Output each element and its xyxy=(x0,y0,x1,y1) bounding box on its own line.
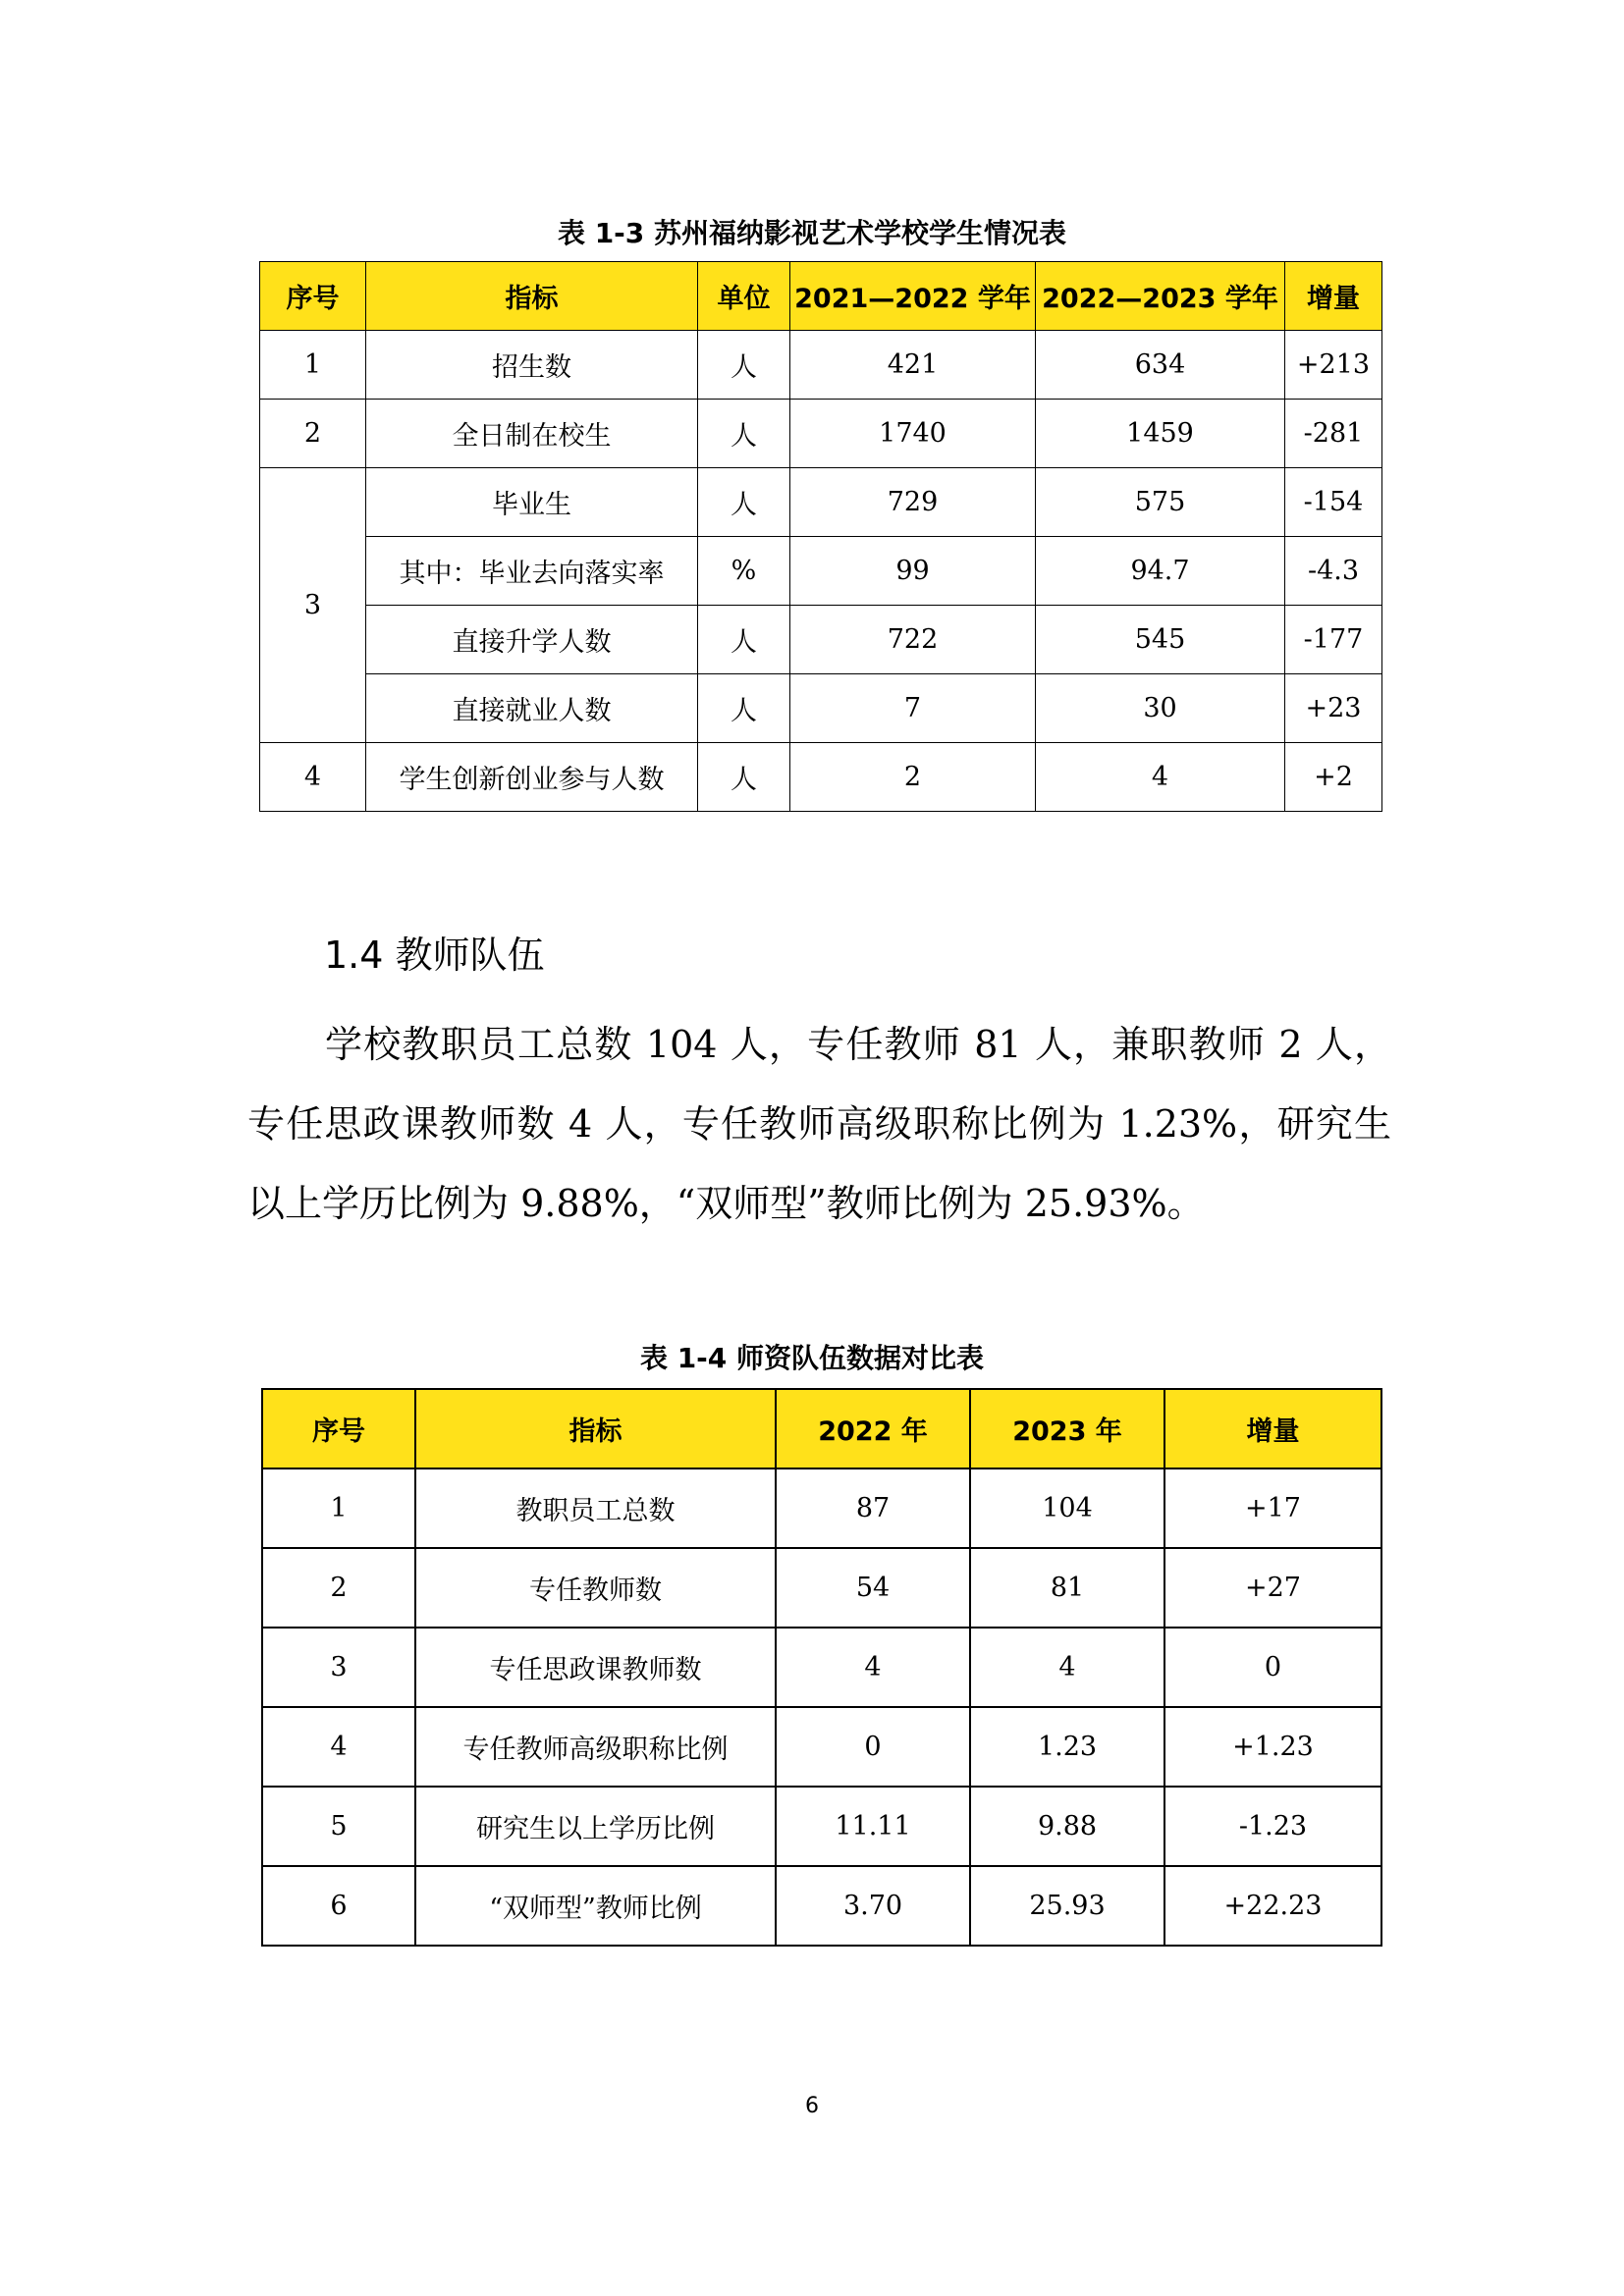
cell-indicator: “双师型”教师比例 xyxy=(415,1866,776,1946)
cell-unit: 人 xyxy=(698,606,790,674)
cell-indicator: 全日制在校生 xyxy=(366,400,698,468)
student-status-table xyxy=(259,261,1382,812)
cell-delta: +2 xyxy=(1285,743,1382,812)
cell-indicator: 学生创新创业参与人数 xyxy=(366,743,698,812)
table-row xyxy=(260,468,1382,537)
cell-no: 1 xyxy=(262,1468,415,1548)
column-header: 指标 xyxy=(415,1389,776,1468)
table-row xyxy=(260,400,1382,468)
cell-indicator: 专任思政课教师数 xyxy=(415,1628,776,1707)
cell-delta: +1.23 xyxy=(1164,1707,1381,1787)
table-row xyxy=(262,1628,1381,1707)
table-row xyxy=(262,1787,1381,1866)
cell-delta: +17 xyxy=(1164,1468,1381,1548)
table-header-row xyxy=(260,262,1382,331)
cell-delta: -4.3 xyxy=(1285,537,1382,606)
column-header: 2021—2022 学年 xyxy=(790,262,1036,331)
cell-year2: 1.23 xyxy=(970,1707,1164,1787)
column-header: 2022 年 xyxy=(776,1389,970,1468)
cell-year1: 3.70 xyxy=(776,1866,970,1946)
column-header: 2023 年 xyxy=(970,1389,1164,1468)
cell-indicator: 专任教师高级职称比例 xyxy=(415,1707,776,1787)
cell-year2: 4 xyxy=(970,1628,1164,1707)
table-row xyxy=(262,1468,1381,1548)
cell-unit: 人 xyxy=(698,400,790,468)
cell-year2: 575 xyxy=(1036,468,1285,537)
cell-indicator: 教职员工总数 xyxy=(415,1468,776,1548)
cell-no: 1 xyxy=(260,331,366,400)
column-header: 序号 xyxy=(262,1389,415,1468)
cell-indicator: 专任教师数 xyxy=(415,1548,776,1628)
table-row xyxy=(262,1707,1381,1787)
cell-no: 6 xyxy=(262,1866,415,1946)
cell-delta: -1.23 xyxy=(1164,1787,1381,1866)
cell-no: 3 xyxy=(262,1628,415,1707)
cell-no: 3 xyxy=(260,468,366,743)
cell-year1: 729 xyxy=(790,468,1036,537)
cell-year1: 87 xyxy=(776,1468,970,1548)
cell-no: 4 xyxy=(262,1707,415,1787)
cell-indicator: 招生数 xyxy=(366,331,698,400)
cell-year2: 104 xyxy=(970,1468,1164,1548)
section-heading: 1.4 教师队伍 xyxy=(324,934,545,977)
table-1-3-caption: 表 1-3 苏州福纳影视艺术学校学生情况表 xyxy=(557,217,1067,249)
cell-year2: 634 xyxy=(1036,331,1285,400)
cell-no: 2 xyxy=(260,400,366,468)
cell-no: 4 xyxy=(260,743,366,812)
cell-unit: 人 xyxy=(698,331,790,400)
cell-year1: 421 xyxy=(790,331,1036,400)
cell-year1: 4 xyxy=(776,1628,970,1707)
cell-no: 2 xyxy=(262,1548,415,1628)
cell-year2: 25.93 xyxy=(970,1866,1164,1946)
cell-delta: +213 xyxy=(1285,331,1382,400)
column-header: 指标 xyxy=(366,262,698,331)
table-row xyxy=(260,331,1382,400)
column-header: 序号 xyxy=(260,262,366,331)
cell-unit: 人 xyxy=(698,468,790,537)
cell-unit: 人 xyxy=(698,743,790,812)
cell-delta: +27 xyxy=(1164,1548,1381,1628)
table-row xyxy=(260,674,1382,743)
cell-indicator: 直接就业人数 xyxy=(366,674,698,743)
cell-year1: 54 xyxy=(776,1548,970,1628)
page-number: 6 xyxy=(805,2094,819,2118)
cell-year2: 4 xyxy=(1036,743,1285,812)
cell-year2: 9.88 xyxy=(970,1787,1164,1866)
faculty-comparison-table xyxy=(261,1388,1382,1947)
cell-unit: 人 xyxy=(698,674,790,743)
column-header: 增量 xyxy=(1164,1389,1381,1468)
cell-indicator: 毕业生 xyxy=(366,468,698,537)
cell-indicator: 研究生以上学历比例 xyxy=(415,1787,776,1866)
cell-year1: 2 xyxy=(790,743,1036,812)
cell-indicator: 直接升学人数 xyxy=(366,606,698,674)
cell-year2: 1459 xyxy=(1036,400,1285,468)
table-row xyxy=(262,1866,1381,1946)
cell-year2: 30 xyxy=(1036,674,1285,743)
cell-unit: % xyxy=(698,537,790,606)
table-row xyxy=(260,606,1382,674)
table-row xyxy=(260,743,1382,812)
cell-no: 5 xyxy=(262,1787,415,1866)
cell-delta: -281 xyxy=(1285,400,1382,468)
body-paragraph: 学校教职员工总数 104 人，专任教师 81 人，兼职教师 2 人，专任思政课教师数 4 人，专任教师高级职称比例为 1.23%，研究生以上学历比例为 9.88%，“双师型”教师比例为 25.93%。 xyxy=(247,1023,1391,1225)
cell-delta: -177 xyxy=(1285,606,1382,674)
cell-year2: 545 xyxy=(1036,606,1285,674)
cell-year1: 99 xyxy=(790,537,1036,606)
column-header: 单位 xyxy=(698,262,790,331)
cell-year1: 1740 xyxy=(790,400,1036,468)
cell-indicator: 其中：毕业去向落实率 xyxy=(366,537,698,606)
cell-year2: 81 xyxy=(970,1548,1164,1628)
cell-delta: +22.23 xyxy=(1164,1866,1381,1946)
table-row xyxy=(262,1548,1381,1628)
table-row xyxy=(260,537,1382,606)
table-1-4-caption: 表 1-4 师资队伍数据对比表 xyxy=(639,1342,985,1374)
column-header: 2022—2023 学年 xyxy=(1036,262,1285,331)
cell-year2: 94.7 xyxy=(1036,537,1285,606)
cell-year1: 7 xyxy=(790,674,1036,743)
cell-delta: -154 xyxy=(1285,468,1382,537)
column-header: 增量 xyxy=(1285,262,1382,331)
cell-delta: 0 xyxy=(1164,1628,1381,1707)
cell-year1: 0 xyxy=(776,1707,970,1787)
cell-year1: 11.11 xyxy=(776,1787,970,1866)
cell-year1: 722 xyxy=(790,606,1036,674)
cell-delta: +23 xyxy=(1285,674,1382,743)
table-header-row xyxy=(262,1389,1381,1468)
